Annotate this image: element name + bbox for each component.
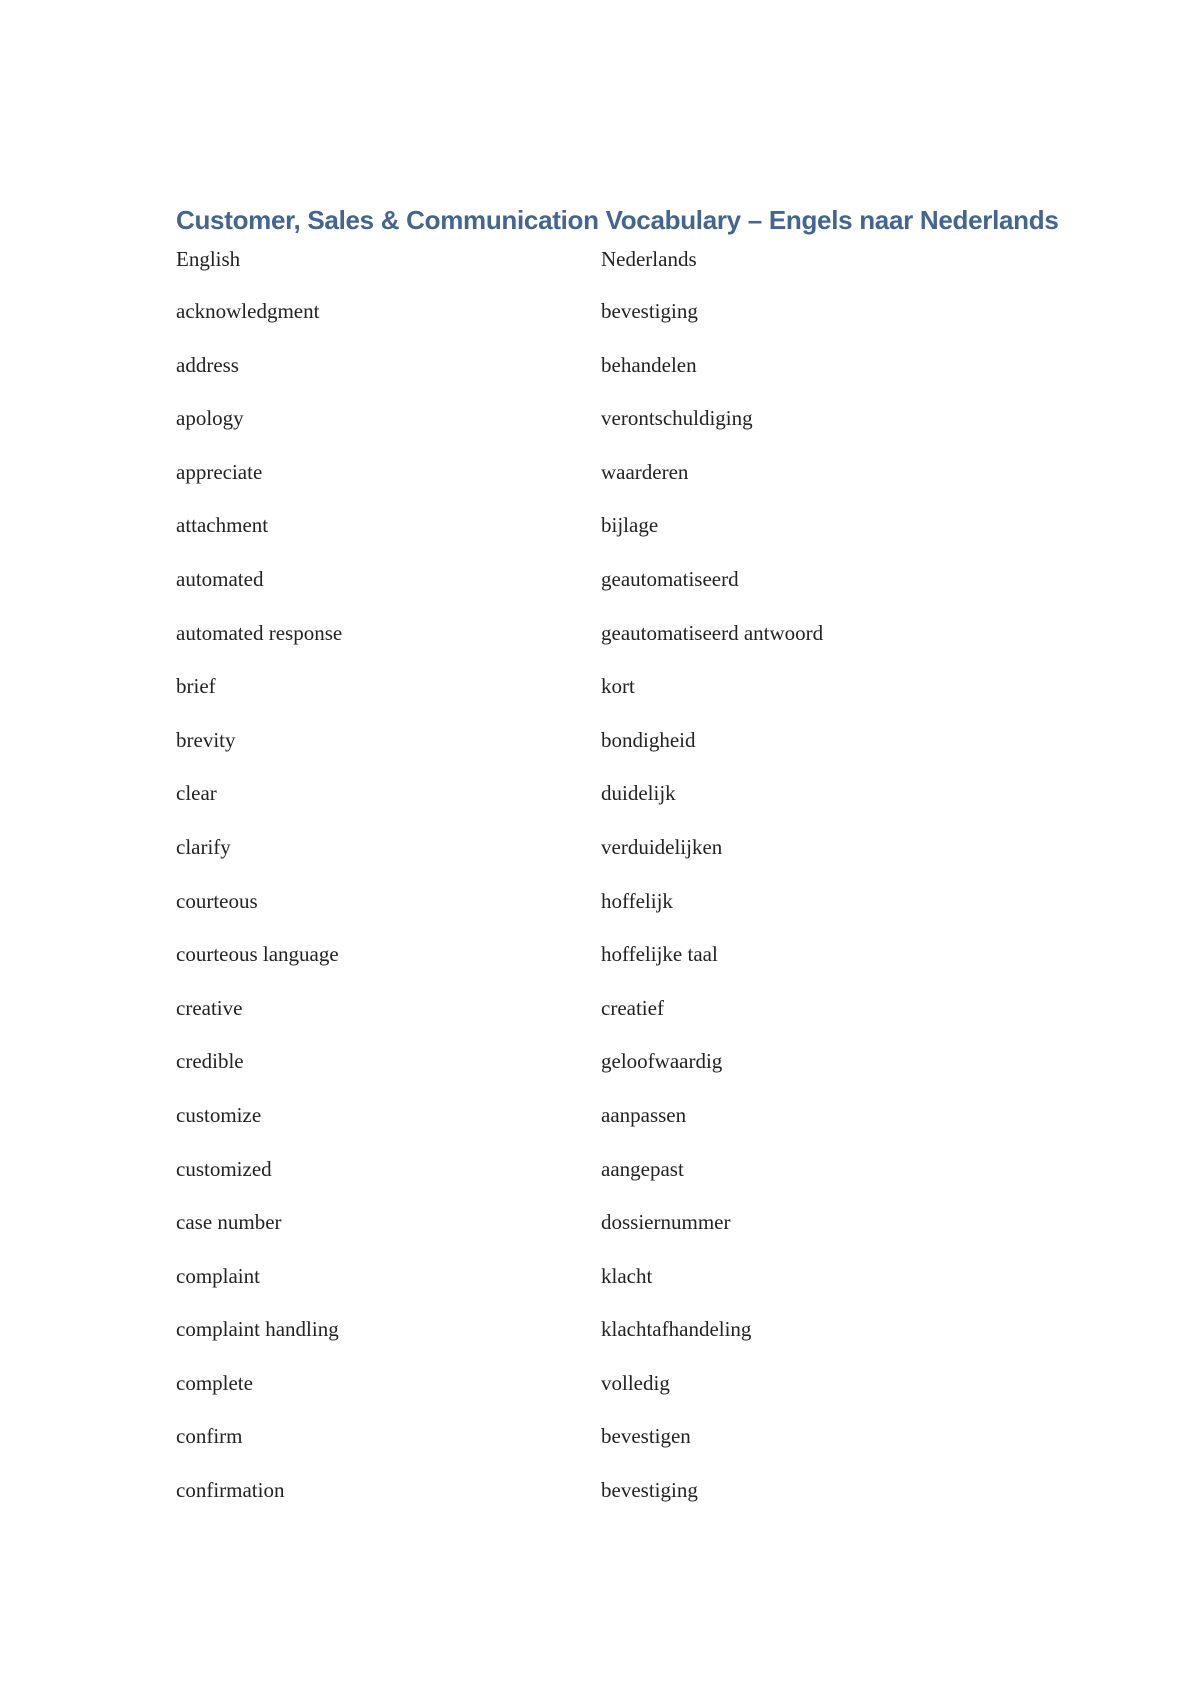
english-term: courteous language: [176, 942, 339, 967]
header-row: [176, 247, 1076, 299]
table-row: [176, 1371, 1076, 1425]
table-body: [176, 299, 1076, 1532]
table-row: [176, 1103, 1076, 1157]
dutch-term: bondigheid: [601, 727, 696, 752]
dutch-term: aangepast: [601, 1156, 684, 1181]
table-row: [176, 621, 1076, 675]
dutch-term: verontschuldiging: [601, 406, 753, 431]
table-row: [176, 1424, 1076, 1478]
table-header: [176, 247, 1076, 299]
table-row: [176, 353, 1076, 407]
vocabulary-table: [176, 247, 1076, 1532]
dutch-term: geautomatiseerd antwoord: [601, 620, 824, 645]
english-term: case number: [176, 1210, 282, 1235]
document-title: Customer, Sales & Communication Vocabulary – Engels naar Nederlands: [176, 205, 1059, 235]
english-term: automated response: [176, 620, 343, 645]
english-term: address: [176, 352, 239, 377]
english-term: brief: [176, 674, 216, 699]
english-term: complaint handling: [176, 1317, 339, 1342]
table-row: [176, 996, 1076, 1050]
table-row: [176, 1210, 1076, 1264]
english-term: complaint: [176, 1263, 260, 1288]
english-term: clear: [176, 781, 217, 806]
dutch-term: dossiernummer: [601, 1210, 731, 1235]
dutch-term: bevestigen: [601, 1424, 691, 1449]
english-term: confirmation: [176, 1478, 285, 1503]
table-row: [176, 835, 1076, 889]
table-row: [176, 674, 1076, 728]
dutch-term: volledig: [601, 1370, 670, 1395]
dutch-term: kort: [601, 674, 635, 699]
dutch-term: bijlage: [601, 513, 659, 538]
dutch-term: verduidelijken: [601, 834, 723, 859]
table-row: [176, 406, 1076, 460]
english-term: acknowledgment: [176, 299, 320, 323]
english-term: credible: [176, 1049, 244, 1074]
table-row: [176, 728, 1076, 782]
english-term: confirm: [176, 1424, 243, 1449]
dutch-term: geautomatiseerd: [601, 566, 739, 591]
table-row: [176, 889, 1076, 943]
table-row: [176, 1264, 1076, 1318]
dutch-term: waarderen: [601, 459, 689, 484]
dutch-term: creatief: [601, 995, 664, 1020]
english-term: courteous: [176, 888, 258, 913]
dutch-term: klachtafhandeling: [601, 1317, 752, 1342]
table-row: [176, 1317, 1076, 1371]
english-term: creative: [176, 995, 243, 1020]
english-term: customized: [176, 1156, 272, 1181]
dutch-term: bevestiging: [601, 299, 698, 323]
dutch-term: hoffelijke taal: [601, 942, 718, 967]
table-row: [176, 1157, 1076, 1211]
table-row: [176, 1049, 1076, 1103]
dutch-term: aanpassen: [601, 1102, 687, 1127]
english-term: brevity: [176, 727, 236, 752]
english-term: automated: [176, 566, 264, 591]
english-term: customize: [176, 1102, 262, 1127]
english-term: apology: [176, 406, 244, 431]
table-row: [176, 460, 1076, 514]
table-row: [176, 567, 1076, 621]
table-row: [176, 299, 1076, 353]
table-row: [176, 513, 1076, 567]
english-term: complete: [176, 1370, 253, 1395]
dutch-term: klacht: [601, 1263, 653, 1288]
table-row: [176, 942, 1076, 996]
dutch-term: geloofwaardig: [601, 1049, 723, 1074]
dutch-term: duidelijk: [601, 781, 676, 806]
table-row: [176, 1478, 1076, 1532]
header-english: English: [176, 247, 241, 271]
english-term: attachment: [176, 513, 269, 538]
english-term: clarify: [176, 834, 231, 859]
dutch-term: behandelen: [601, 352, 697, 377]
dutch-term: bevestiging: [601, 1478, 698, 1503]
header-dutch: Nederlands: [601, 247, 697, 271]
table-row: [176, 781, 1076, 835]
dutch-term: hoffelijk: [601, 888, 673, 913]
english-term: appreciate: [176, 459, 263, 484]
